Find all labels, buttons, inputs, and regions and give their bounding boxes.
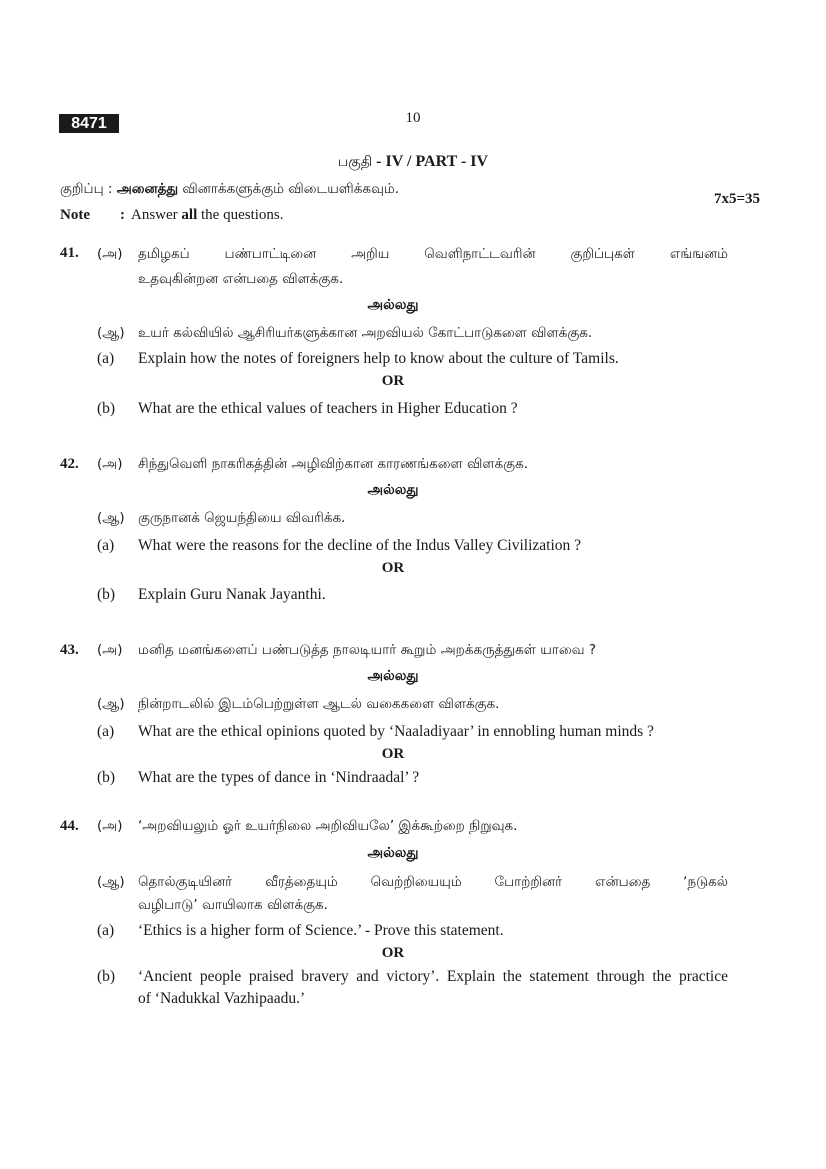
page-number: 10 — [405, 110, 421, 126]
question-number: 44. — [60, 818, 79, 834]
option-label-english-a: (a) — [97, 350, 115, 367]
question-text-tamil-a: தமிழகப் பண்பாட்டினை அறிய வெளிநாட்டவரின் குறிப்புகள் எங்ஙனம் — [138, 246, 728, 262]
question-text-english-b: Explain Guru Nanak Jayanthi. — [138, 586, 326, 603]
paper-code-badge: 8471 — [59, 114, 119, 133]
option-label-english-b: (b) — [97, 400, 116, 417]
option-label-tamil-a: (அ) — [97, 246, 123, 262]
note-english-label: Note — [60, 207, 90, 223]
part-title — [0, 152, 826, 172]
note-tamil-label: குறிப்பு : — [60, 181, 113, 197]
option-label-tamil-b: (ஆ) — [97, 510, 125, 526]
note-english-pre: Answer — [131, 207, 182, 223]
question-text-english-a: What were the reasons for the decline of the Indus Valley Civilization ? — [138, 537, 582, 554]
question-text-english-b: ‘Ancient people praised bravery and victory’. Explain the statement through the practice — [138, 968, 728, 985]
question-text-english-a: ‘Ethics is a higher form of Science.’ - Prove this statement. — [138, 922, 504, 939]
option-label-english-a: (a) — [97, 922, 115, 939]
or-english: OR — [381, 746, 405, 762]
or-english: OR — [381, 945, 405, 961]
question-text-tamil-b: தொல்குடியினர் வீரத்தையும் வெற்றியையும் போற்றினர் என்பதை ‘நடுகல் — [138, 874, 728, 890]
or-tamil: அல்லது — [367, 668, 419, 684]
question-text-english-a: What are the ethical opinions quoted by ‘Naaladiyaar’ in ennobling human minds ? — [138, 723, 654, 740]
option-label-tamil-b: (ஆ) — [97, 874, 125, 890]
question-text-tamil-a: ‘அறவியலும் ஓர் உயர்நிலை அறிவியலே’ இக்கூற்றை நிறுவுக. — [138, 818, 518, 834]
note-tamil-bold: அனைத்து — [116, 181, 179, 197]
question-text-tamil-b: உயர் கல்வியில் ஆசிரியர்களுக்கான அறவியல் கோட்பாடுகளை விளக்குக. — [138, 325, 593, 341]
note-tamil-rest: வினாக்களுக்கும் விடையளிக்கவும். — [178, 181, 400, 197]
question-number: 41. — [60, 245, 79, 261]
marks-allocation: 7x5=35 — [714, 191, 761, 207]
part-title-english: - IV / PART - IV — [372, 153, 489, 170]
option-label-english-b: (b) — [97, 586, 116, 603]
option-label-tamil-b: (ஆ) — [97, 696, 125, 712]
or-english: OR — [381, 560, 405, 576]
option-label-tamil-a: (அ) — [97, 642, 123, 658]
option-label-english-a: (a) — [97, 537, 115, 554]
question-text-tamil-b: வழிபாடு’ வாயிலாக விளக்குக. — [138, 897, 328, 913]
question-text-english-b: of ‘Nadukkal Vazhipaadu.’ — [138, 990, 306, 1007]
option-label-english-b: (b) — [97, 769, 116, 786]
question-text-tamil-b: குருநானக் ஜெயந்தியை விவரிக்க. — [138, 510, 346, 526]
question-text-tamil-a: சிந்துவெளி நாகரிகத்தின் அழிவிற்கான காரணங்களை விளக்குக. — [138, 456, 529, 472]
or-tamil: அல்லது — [367, 297, 419, 313]
note-english — [60, 207, 284, 224]
question-number: 42. — [60, 456, 79, 472]
note-english-post: the questions. — [197, 207, 284, 223]
question-text-tamil-a: உதவுகின்றன என்பதை விளக்குக. — [138, 271, 344, 287]
option-label-tamil-a: (அ) — [97, 818, 123, 834]
question-number: 43. — [60, 642, 79, 658]
note-tamil — [60, 181, 399, 199]
or-tamil: அல்லது — [367, 482, 419, 498]
question-text-english-a: Explain how the notes of foreigners help to know about the culture of Tamils. — [138, 350, 619, 367]
note-english-colon: : — [120, 207, 125, 223]
question-text-english-b: What are the ethical values of teachers in Higher Education ? — [138, 400, 518, 417]
part-title-tamil: பகுதி — [337, 154, 373, 170]
option-label-tamil-b: (ஆ) — [97, 325, 125, 341]
question-text-english-b: What are the types of dance in ‘Nindraadal’ ? — [138, 769, 420, 786]
note-english-bold: all — [181, 207, 198, 223]
option-label-tamil-a: (அ) — [97, 456, 123, 472]
or-english: OR — [381, 373, 405, 389]
question-text-tamil-a: மனித மனங்களைப் பண்படுத்த நாலடியார் கூறும் அறக்கருத்துகள் யாவை ? — [138, 642, 596, 658]
option-label-english-a: (a) — [97, 723, 115, 740]
option-label-english-b: (b) — [97, 968, 116, 985]
or-tamil: அல்லது — [367, 845, 419, 861]
question-text-tamil-b: நின்றாடலில் இடம்பெற்றுள்ள ஆடல் வகைகளை விளக்குக. — [138, 696, 500, 712]
